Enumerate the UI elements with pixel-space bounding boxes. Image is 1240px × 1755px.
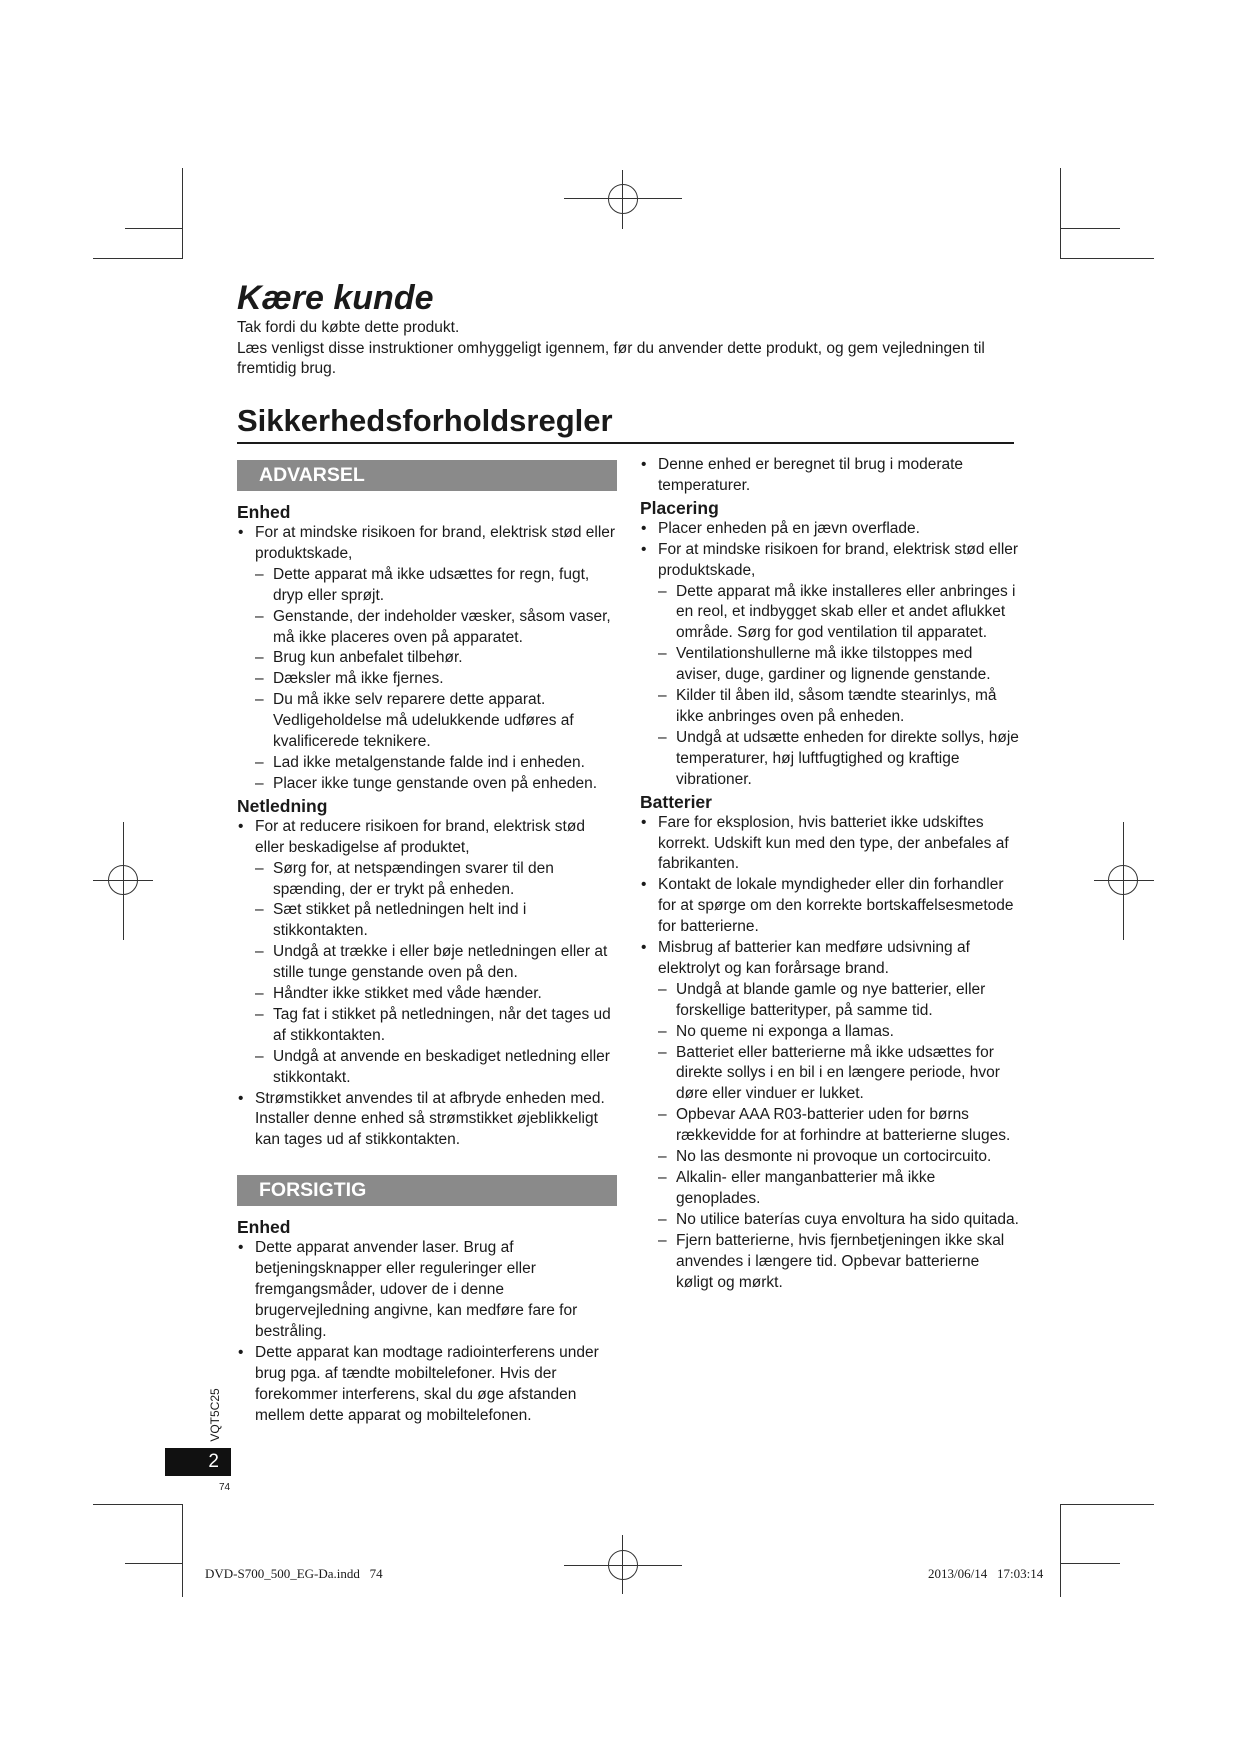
batterier-misuse-bullet: Misbrug af batterier kan medføre udsivning af elektrolyt og kan forårsage brand. <box>658 939 970 977</box>
intro-line-instructions: Læs venligst disse instruktioner omhyggeligt igennem, før du anvender dette produkt, og gem vejledningen til fremtidig brug. <box>237 339 985 377</box>
left-column <box>237 460 617 1426</box>
list-item: – Kilder til åben ild, såsom tændte stearinlys, må ikke anbringes oven på enheden. <box>658 686 1020 728</box>
list-item: – Opbevar AAA R03-batterier uden for børns rækkevidde for at forhindre at batterierne sluges. <box>658 1105 1020 1147</box>
list-item: – Fjern batterierne, hvis fjernbetjeningen ikke skal anvendes i længere tid. Opbevar batterierne køligt og mørkt. <box>658 1231 1020 1294</box>
power-plug-note: • Strømstikket anvendes til at afbryde enheden med. <box>255 1089 605 1107</box>
list-item: – Lad ikke metalgenstande falde ind i enheden. <box>255 753 617 774</box>
list-item <box>237 817 617 1089</box>
list-item: – Undgå at blande gamle og nye batterier, eller forskellige batterityper, på samme tid. <box>658 980 1020 1022</box>
footer-file-name: DVD-S700_500_EG-Da.indd 74 <box>205 1566 383 1581</box>
list-item: – Undgå at udsætte enheden for direkte sollys, høje temperaturer, høj luftfugtighed og kraftige vibrationer. <box>658 728 1020 791</box>
intro-text <box>237 318 997 380</box>
list-item: – Håndter ikke stikket med våde hænder. <box>255 984 617 1005</box>
list-item: – Sørg for, at netspændingen svarer til den spænding, der er trykt på enheden. <box>255 859 617 901</box>
page-number: 2 <box>165 1448 231 1476</box>
list-item: – Dæksler må ikke fjernes. <box>255 669 617 690</box>
list-item: – Sæt stikket på netledningen helt ind i stikkontakten. <box>255 900 617 942</box>
warning-netledning-dashes <box>255 859 617 1089</box>
caution-enhed-list <box>237 1238 617 1426</box>
list-item: – Alkalin- eller manganbatterier må ikke genoplades. <box>658 1168 1020 1210</box>
placering-heading: Placering <box>640 497 719 518</box>
model-code <box>207 1385 223 1445</box>
list-item: – Genstande, der indeholder væsker, såsom vaser, må ikke placeres oven på apparatet. <box>255 607 617 649</box>
list-item: – Undgå at anvende en beskadiget netledning eller stikkontakt. <box>255 1047 617 1089</box>
warning-enhed-dashes <box>255 565 617 795</box>
list-item: – No utilice baterías cuya envoltura ha sido quitada. <box>658 1210 1020 1231</box>
list-item: – Du må ikke selv reparere dette apparat. Vedligeholdelse må udelukkende udføres af kvalificerede teknikere. <box>255 690 617 753</box>
warning-enhed-bullet: For at mindske risikoen for brand, elektrisk stød eller produktskade, <box>255 524 616 562</box>
list-item: – Batteriet eller batterierne må ikke udsættes for direkte sollys i en bil i en længere periode, hvor døre eller vinduer er lukket. <box>658 1043 1020 1106</box>
list-item <box>237 523 617 795</box>
list-item: – Ventilationshullerne må ikke tilstoppes med aviser, duge, gardiner og lignende genstande. <box>658 644 1020 686</box>
list-item: • Denne enhed er beregnet til brug i moderate temperaturer. <box>640 455 1020 497</box>
batterier-heading: Batterier <box>640 791 712 812</box>
temperature-list <box>640 455 1020 497</box>
list-item: • Dette apparat anvender laser. Brug af betjeningsknapper eller reguleringer eller fremgangsmåder, udover de i denne brugervejledning angivne, kan medføre fare for bestråling. <box>237 1238 617 1343</box>
list-item <box>640 938 1020 1293</box>
warning-netledning-bullet: For at reducere risikoen for brand, elektrisk stød eller beskadigelse af produktet, <box>255 817 585 856</box>
list-item: • Kontakt de lokale myndigheder eller din forhandler for at spørge om den korrekte bortskaffelsesmetode for batterierne. <box>640 875 1020 938</box>
warning-enhed-list <box>237 523 617 795</box>
list-item: – Dette apparat må ikke installeres eller anbringes i en reol, et indbygget skab eller et andet aflukket område. Sørg for god ventilation til apparatet. <box>658 582 1020 645</box>
section-title: Sikkerhedsforholdsregler <box>237 402 1014 444</box>
page-title: Kære kunde <box>237 279 434 317</box>
warning-netledning-heading: Netledning <box>237 795 328 816</box>
list-item: • Dette apparat kan modtage radiointerferens under brug pga. af tændte mobiltelefoner. Hvis der forekommer interferens, skal du øge afstanden mellem dette apparat og mobiltelefonen. <box>237 1343 617 1427</box>
power-plug-install-note: Installer denne enhed så strømstikket øjeblikkeligt kan tages ud af stikkontakten. <box>255 1110 598 1149</box>
warning-banner: ADVARSEL <box>237 460 617 491</box>
list-item: – Dette apparat må ikke udsættes for regn, fugt, dryp eller sprøjt. <box>255 565 617 607</box>
batterier-dashes <box>658 980 1020 1294</box>
placering-dashes <box>658 582 1020 791</box>
warning-enhed-heading: Enhed <box>237 502 291 522</box>
list-item: – Brug kun anbefalet tilbehør. <box>255 648 617 669</box>
footer-timestamp: 2013/06/14 17:03:14 <box>928 1566 1044 1581</box>
batterier-list <box>640 813 1020 1294</box>
small-page-number: 74 <box>219 1482 231 1493</box>
placering-list <box>640 519 1020 791</box>
list-item <box>640 540 1020 791</box>
caution-enhed-heading: Enhed <box>237 1217 291 1238</box>
model-code-text: VQT5C25 <box>208 1388 222 1442</box>
list-item: – Undgå at trække i eller bøje netledningen eller at stille tunge genstande oven på den. <box>255 942 617 984</box>
list-item: – No las desmonte ni provoque un cortocircuito. <box>658 1147 1020 1168</box>
list-item: • Fare for eksplosion, hvis batteriet ikke udskiftes korrekt. Udskift kun med den type, der anbefales af fabrikanten. <box>640 813 1020 876</box>
list-item <box>237 1089 617 1152</box>
warning-netledning-list <box>237 817 617 1152</box>
list-item: • Placer enheden på en jævn overflade. <box>640 519 1020 540</box>
list-item: – No queme ni exponga a llamas. <box>658 1022 1020 1043</box>
right-column <box>640 455 1020 1293</box>
intro-line-thanks: Tak fordi du købte dette produkt. <box>237 319 460 336</box>
placering-bullet: For at mindske risikoen for brand, elektrisk stød eller produktskade, <box>658 540 1019 579</box>
list-item: – Tag fat i stikket på netledningen, når det tages ud af stikkontakten. <box>255 1005 617 1047</box>
caution-banner: FORSIGTIG <box>237 1175 617 1206</box>
list-item: – Placer ikke tunge genstande oven på enheden. <box>255 774 617 795</box>
